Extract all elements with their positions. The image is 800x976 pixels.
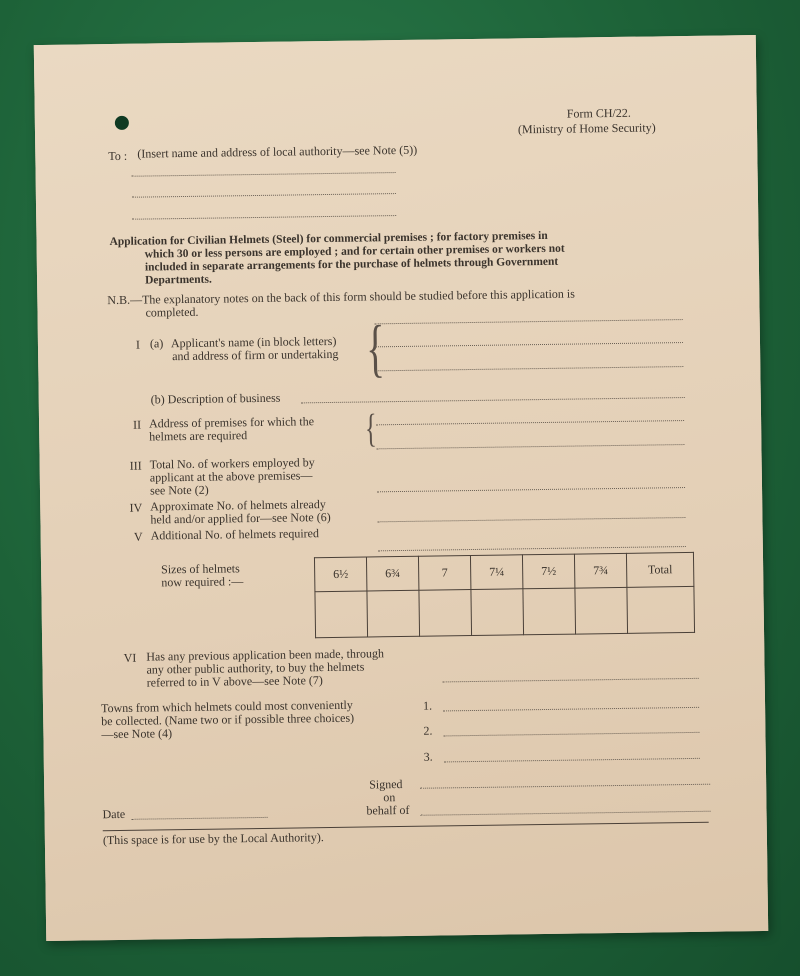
heading-line-2: which 30 or less persons are employed ; and for certain other premises or workers not bbox=[144, 242, 565, 261]
ministry-label: (Ministry of Home Security) bbox=[517, 120, 656, 137]
heading-line-3: included in separate arrangements for the purchase of helmets through Government bbox=[144, 255, 559, 274]
towns-line-3: —see Note (4) bbox=[101, 726, 173, 742]
town-choice-3-label: 3. bbox=[423, 749, 433, 764]
divider-rule bbox=[103, 822, 709, 831]
q3-line-1: Total No. of workers employed by bbox=[149, 455, 315, 472]
heading-line-1: Application for Civilian Helmets (Steel) for commercial premises ; for factory premises in bbox=[109, 229, 548, 249]
q1-number: I bbox=[135, 337, 141, 352]
behalf-of-label: behalf of bbox=[366, 802, 410, 818]
q5-number: V bbox=[133, 529, 143, 544]
size-header: 7½ bbox=[522, 554, 574, 589]
q4-line-1: Approximate No. of helmets already bbox=[150, 497, 326, 514]
signature-line[interactable] bbox=[420, 784, 710, 789]
q5-line-1: Additional No. of helmets required bbox=[150, 526, 320, 543]
size-quantity-cell[interactable] bbox=[419, 590, 472, 637]
to-instructions: (Insert name and address of local authority—see Note (5)) bbox=[137, 142, 418, 161]
q1-answer-line-2[interactable] bbox=[375, 342, 683, 347]
punch-hole bbox=[115, 116, 129, 130]
town-choice-3-line[interactable] bbox=[444, 758, 700, 763]
signed-label: Signed bbox=[369, 777, 403, 792]
size-header: 7 bbox=[418, 556, 470, 591]
towns-line-1: Towns from which helmets could most conveniently bbox=[100, 697, 353, 716]
application-form bbox=[34, 35, 768, 941]
q3-line-2: applicant at the above premises— bbox=[149, 468, 313, 485]
address-line-1[interactable] bbox=[132, 172, 396, 177]
q2-answer-line-2[interactable] bbox=[376, 444, 684, 449]
local-authority-note: (This space is for use by the Local Authority). bbox=[102, 830, 324, 848]
q6-line-2: any other public authority, to buy the helmets bbox=[146, 659, 365, 677]
date-line[interactable] bbox=[132, 817, 268, 820]
sizes-table bbox=[314, 552, 695, 638]
q6-number: VI bbox=[123, 650, 137, 665]
town-choice-1-label: 1. bbox=[422, 698, 433, 713]
to-label: To : bbox=[108, 148, 128, 164]
q6-answer-line[interactable] bbox=[443, 678, 699, 683]
address-line-3[interactable] bbox=[132, 215, 396, 220]
q6-line-1: Has any previous application been made, through bbox=[146, 646, 385, 664]
q1a-label: (a) bbox=[149, 336, 164, 351]
size-quantity-cell[interactable] bbox=[471, 589, 524, 636]
q3-line-3: see Note (2) bbox=[149, 482, 209, 498]
towns-line-2: be collected. (Name two or if possible three choices) bbox=[101, 710, 355, 729]
size-header: 7¼ bbox=[470, 555, 522, 590]
on-label: on bbox=[383, 790, 396, 805]
nb-line-2: completed. bbox=[145, 304, 199, 320]
q2-line-2: helmets are required bbox=[149, 428, 248, 444]
q1-answer-line-3[interactable] bbox=[375, 366, 683, 371]
q1a-line-1: Applicant's name (in block letters) bbox=[170, 333, 337, 351]
q3-answer-line[interactable] bbox=[377, 487, 685, 492]
size-header: 6½ bbox=[314, 557, 366, 592]
q1-answer-line-1[interactable] bbox=[375, 319, 683, 324]
q6-line-3: referred to in V above—see Note (7) bbox=[146, 673, 323, 690]
date-label: Date bbox=[102, 806, 126, 822]
size-quantity-cell[interactable] bbox=[575, 587, 628, 634]
q1a-line-2: and address of firm or undertaking bbox=[172, 346, 339, 364]
q5-answer-line[interactable] bbox=[378, 546, 686, 551]
q4-number: IV bbox=[129, 500, 143, 515]
q4-line-2: held and/or applied for—see Note (6) bbox=[150, 509, 331, 527]
heading-line-4: Departments. bbox=[144, 273, 212, 287]
q3-number: III bbox=[129, 458, 142, 473]
total-header: Total bbox=[626, 552, 693, 587]
size-quantity-cell[interactable] bbox=[315, 591, 368, 638]
nb-line-1: N.B.—The explanatory notes on the back of this form should be studied before this application is bbox=[107, 286, 575, 308]
form-id: Form CH/22. bbox=[566, 105, 631, 121]
town-choice-1-line[interactable] bbox=[443, 707, 699, 712]
q2-answer-line-1[interactable] bbox=[376, 420, 684, 425]
q2-number: II bbox=[132, 417, 142, 432]
sizes-label-line-2: now required :— bbox=[161, 574, 244, 590]
town-choice-2-line[interactable] bbox=[443, 732, 699, 737]
q1b-answer-line[interactable] bbox=[301, 397, 685, 403]
size-quantity-cell[interactable] bbox=[367, 590, 420, 637]
sizes-label-line-1: Sizes of helmets bbox=[161, 561, 240, 577]
q1-brace: { bbox=[365, 312, 386, 384]
town-choice-2-label: 2. bbox=[423, 723, 433, 738]
address-line-2[interactable] bbox=[132, 193, 396, 198]
q1b-label: (b) Description of business bbox=[150, 390, 281, 407]
q2-line-1: Address of premises for which the bbox=[148, 414, 315, 431]
q2-brace: { bbox=[364, 405, 377, 451]
size-header: 7¾ bbox=[574, 553, 626, 588]
size-quantity-cell[interactable] bbox=[523, 588, 576, 635]
behalf-of-line[interactable] bbox=[421, 811, 711, 816]
size-header: 6¾ bbox=[366, 556, 418, 591]
total-quantity-cell[interactable] bbox=[627, 586, 695, 633]
q4-answer-line[interactable] bbox=[377, 517, 685, 522]
